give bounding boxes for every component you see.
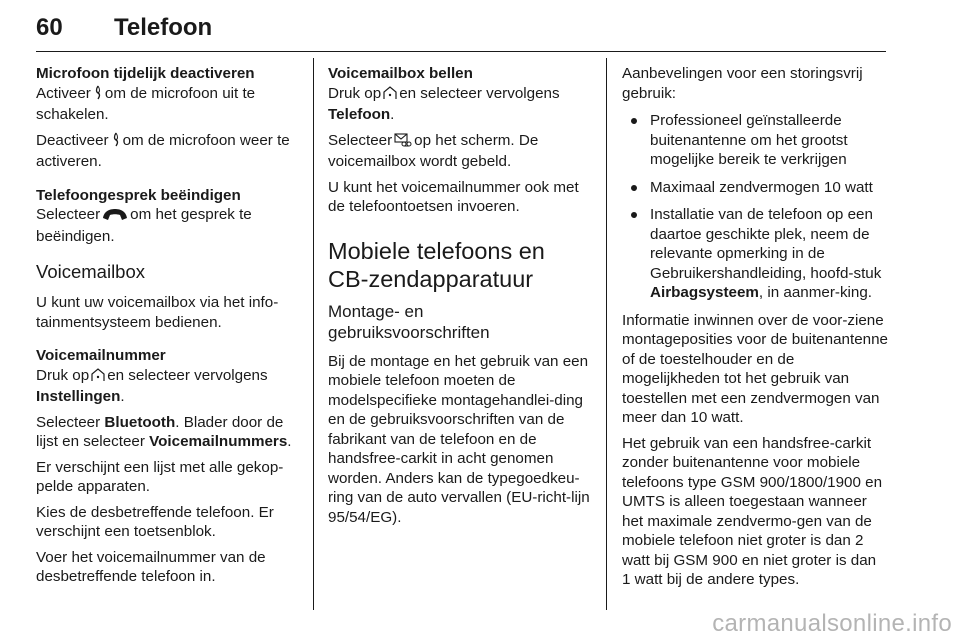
column-divider [606,58,607,610]
paragraph: Kies de desbetreffende telefoon. Er verschijnt een toetsenblok. [36,503,274,540]
section-heading: Mobiele telefoons en CB-zendapparatuur [328,237,545,292]
home-icon [383,86,397,106]
paragraph: Selecteer op het scherm. De voicemailbox wordt gebeld. [328,131,539,170]
heading-call-voicemail: Voicemailbox bellen [328,65,473,82]
subsection-heading: Montage- en gebruiksvoorschriften [328,301,490,342]
paragraph: U kunt uw voicemailbox via het info-tainmentsysteem bedienen. [36,294,279,331]
heading-voicemail-number: Voicemailnummer [36,347,166,364]
recommendation-list [622,111,888,303]
paragraph: Druk op en selecteer vervolgens Instellingen. [36,366,268,405]
list-item: Installatie van de telefoon op een daartoe geschikte plek, neem de relevante opmerking in de Gebruikershandleiding, hoofd-stuk Airbagsysteem, in aanmer-king. [622,205,888,303]
paragraph: U kunt het voicemailnummer ook met de telefoontoetsen invoeren. [328,178,579,215]
paragraph: Het gebruik van een handsfree-carkit zonder buitenantenne voor mobiele telefoons type GSM 900/1800/1900 en UMTS is alleen toegestaan wanneer het maximale zendvermo-gen van de mobiele telefoon niet groter is dan 2 watt bij GSM 900 en niet groter is dan 1 watt bij de andere types. [622,434,883,588]
column-2 [328,64,590,533]
microphone-icon [111,132,121,153]
paragraph: Informatie inwinnen over de voor-ziene montageposities voor de buitenantenne of de toestelhouder en de mogelijkheden tot het gebruik van toestellen met een zendvermogen van meer dan 10 watt. [622,311,888,426]
paragraph: Er verschijnt een lijst met alle gekop-pelde apparaten. [36,458,284,495]
page-number: 60 [36,14,63,41]
heading-voicemailbox: Voicemailbox [36,261,146,282]
hang-up-icon [102,207,128,227]
voicemail-icon [394,133,412,153]
heading-mic-deactivate: Microfoon tijdelijk deactiveren [36,65,255,82]
column-3 [622,64,888,596]
page-title: Telefoon [114,14,213,41]
paragraph: Voer het voicemailnummer van de desbetreffende telefoon in. [36,548,266,585]
paragraph: Selecteer om het gesprek te beëindigen. [36,206,252,245]
paragraph: Druk op en selecteer vervolgens Telefoon. [328,84,560,123]
list-item: Professioneel geïnstalleerde buitenantenne om het grootst mogelijke bereik te verkrijgen [622,111,888,170]
paragraph: Aanbevelingen voor een storingsvrij gebruik: [622,65,863,102]
microphone-icon [93,85,103,106]
paragraph: Bij de montage en het gebruik van een mobiele telefoon moeten de modelspecifieke montagehandlei-ding en de gebruiksvoorschriften van de fabrikant van de telefoon en de handsfree-carkit in acht genomen worden. Anders kan de typegoedkeu-ring van de auto vervallen (EU-richt-lijn 95/54/EG). [328,352,590,526]
home-icon [91,368,105,388]
paragraph: Selecteer Bluetooth. Blader door de lijst en selecteer Voicemailnummers. [36,413,292,450]
paragraph: Activeer om de microfoon uit te schakelen. [36,84,256,123]
page-header [36,12,886,52]
bullet-icon [631,118,637,124]
bullet-icon [631,185,637,191]
bullet-icon [631,212,637,218]
paragraph: Deactiveer om de microfoon weer te activeren. [36,131,290,170]
column-1 [36,64,298,593]
watermark: carmanualsonline.info [712,610,952,637]
column-divider [313,58,314,610]
heading-end-call: Telefoongesprek beëindigen [36,186,241,204]
list-item: Maximaal zendvermogen 10 watt [622,178,888,198]
